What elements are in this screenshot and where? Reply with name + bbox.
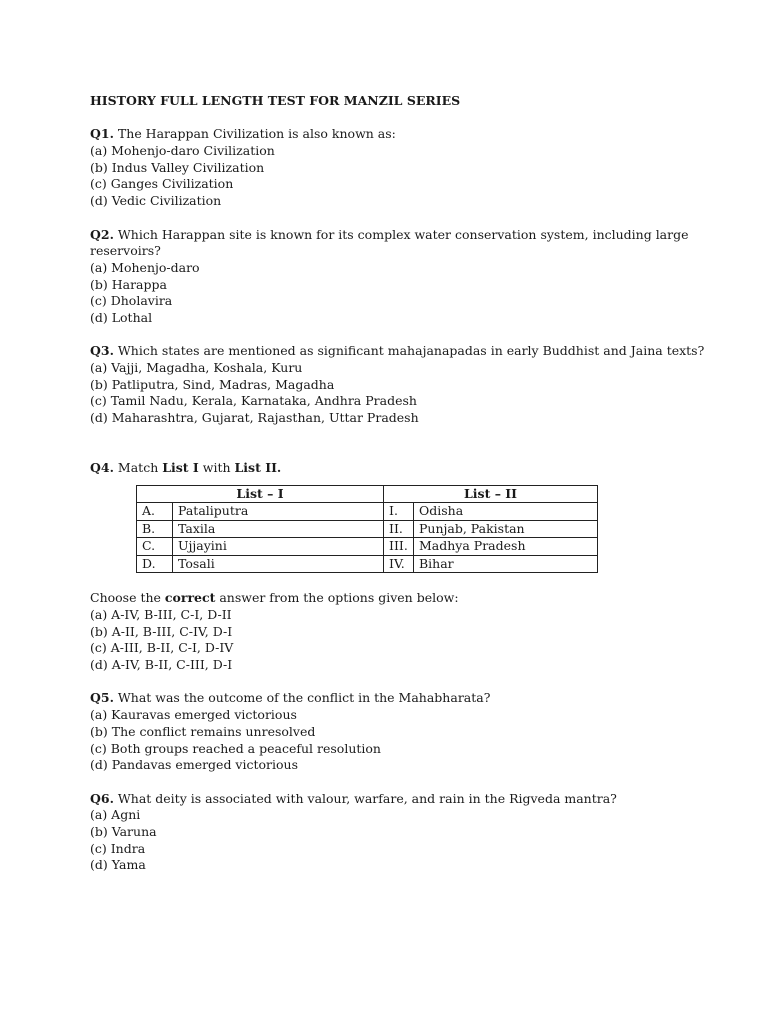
list-2-value: Odisha [414, 503, 598, 521]
choose-instruction [90, 590, 690, 607]
question-4-stem [90, 460, 690, 477]
option-a: (a) Mohenjo-daro Civilization [90, 143, 275, 159]
list-2-label: List II. [234, 460, 282, 476]
option-b: (b) Harappa [90, 276, 167, 292]
question-1-stem [90, 126, 690, 143]
option-d: (d) Pandavas emerged victorious [90, 757, 299, 773]
question-text: Which states are mentioned as significant mahajanapadas in early Buddhist and Jaina texts? [113, 343, 705, 359]
question-6 [90, 791, 690, 874]
option-c: (c) Dholavira [90, 293, 173, 309]
option-d: (d) Lothal [90, 309, 153, 325]
instruction-emphasis: correct [164, 590, 216, 606]
question-5 [90, 690, 690, 773]
list-1-value: Pataliputra [173, 503, 384, 521]
document-title: HISTORY FULL LENGTH TEST FOR MANZIL SERIES [90, 93, 461, 108]
question-2 [90, 227, 690, 327]
option-b: (b) Varuna [90, 823, 157, 839]
instruction-text: Choose the [90, 590, 165, 606]
option-b: (b) Indus Valley Civilization [90, 159, 265, 175]
list-2-key: IV. [384, 555, 414, 573]
list-1-value: Tosali [173, 555, 384, 573]
question-number: Q1. [90, 126, 114, 142]
option-c: (c) Indra [90, 840, 146, 856]
question-text: What deity is associated with valour, warfare, and rain in the Rigveda mantra? [113, 790, 617, 806]
option-a: (a) Mohenjo-daro [90, 259, 200, 275]
option-c: (c) A-III, B-II, C-I, D-IV [90, 640, 234, 656]
table-row [137, 520, 598, 538]
list-1-label: List I [162, 460, 199, 476]
list-1-value: Ujjayini [173, 538, 384, 556]
question-3-stem [90, 343, 705, 360]
option-a: (a) Agni [90, 807, 141, 823]
option-d: (d) Yama [90, 857, 146, 873]
question-6-stem [90, 791, 690, 808]
question-text-continued: reservoirs? [90, 243, 161, 259]
option-d: (d) Vedic Civilization [90, 193, 222, 209]
list-2-key: III. [384, 538, 414, 556]
option-b: (b) Patliputra, Sind, Madras, Magadha [90, 376, 335, 392]
question-text: Match [113, 460, 163, 476]
option-b: (b) The conflict remains unresolved [90, 723, 316, 739]
list-1-key: D. [137, 555, 173, 573]
list-2-key: II. [384, 520, 414, 538]
question-number: Q4. [90, 460, 114, 476]
question-number: Q5. [90, 690, 114, 706]
list-2-header: List – II [384, 485, 598, 503]
question-text: The Harappan Civilization is also known as: [113, 126, 396, 142]
list-1-value: Taxila [173, 520, 384, 538]
question-3 [90, 343, 705, 426]
option-a: (a) Vajji, Magadha, Koshala, Kuru [90, 360, 303, 375]
list-1-key: C. [137, 538, 173, 556]
question-text: What was the outcome of the conflict in the Mahabharata? [113, 690, 491, 706]
question-4 [90, 460, 690, 674]
question-text: Which Harappan site is known for its complex water conservation system, including large [113, 226, 689, 242]
option-d: (d) A-IV, B-II, C-III, D-I [90, 657, 233, 673]
question-number: Q3. [90, 343, 114, 359]
option-c: (c) Tamil Nadu, Kerala, Karnataka, Andhra Pradesh [90, 393, 417, 409]
document-page [90, 93, 705, 891]
question-5-stem [90, 690, 690, 707]
match-table [136, 485, 598, 574]
question-number: Q6. [90, 790, 114, 806]
table-header-row [137, 485, 598, 503]
option-b: (b) A-II, B-III, C-IV, D-I [90, 623, 233, 639]
list-1-key: B. [137, 520, 173, 538]
question-2-stem [90, 227, 690, 244]
option-c: (c) Both groups reached a peaceful resolution [90, 740, 381, 756]
list-2-value: Punjab, Pakistan [414, 520, 598, 538]
question-text: with [198, 460, 235, 476]
option-a: (a) Kauravas emerged victorious [90, 707, 297, 723]
instruction-text: answer from the options given below: [215, 590, 459, 606]
list-1-header: List – I [137, 485, 384, 503]
question-1 [90, 126, 690, 209]
table-row [137, 555, 598, 573]
option-c: (c) Ganges Civilization [90, 176, 234, 192]
option-d: (d) Maharashtra, Gujarat, Rajasthan, Uttar Pradesh [90, 410, 419, 426]
list-2-key: I. [384, 503, 414, 521]
list-2-value: Madhya Pradesh [414, 538, 598, 556]
list-1-key: A. [137, 503, 173, 521]
question-number: Q2. [90, 226, 114, 242]
table-row [137, 538, 598, 556]
option-a: (a) A-IV, B-III, C-I, D-II [90, 607, 232, 623]
table-row [137, 503, 598, 521]
list-2-value: Bihar [414, 555, 598, 573]
